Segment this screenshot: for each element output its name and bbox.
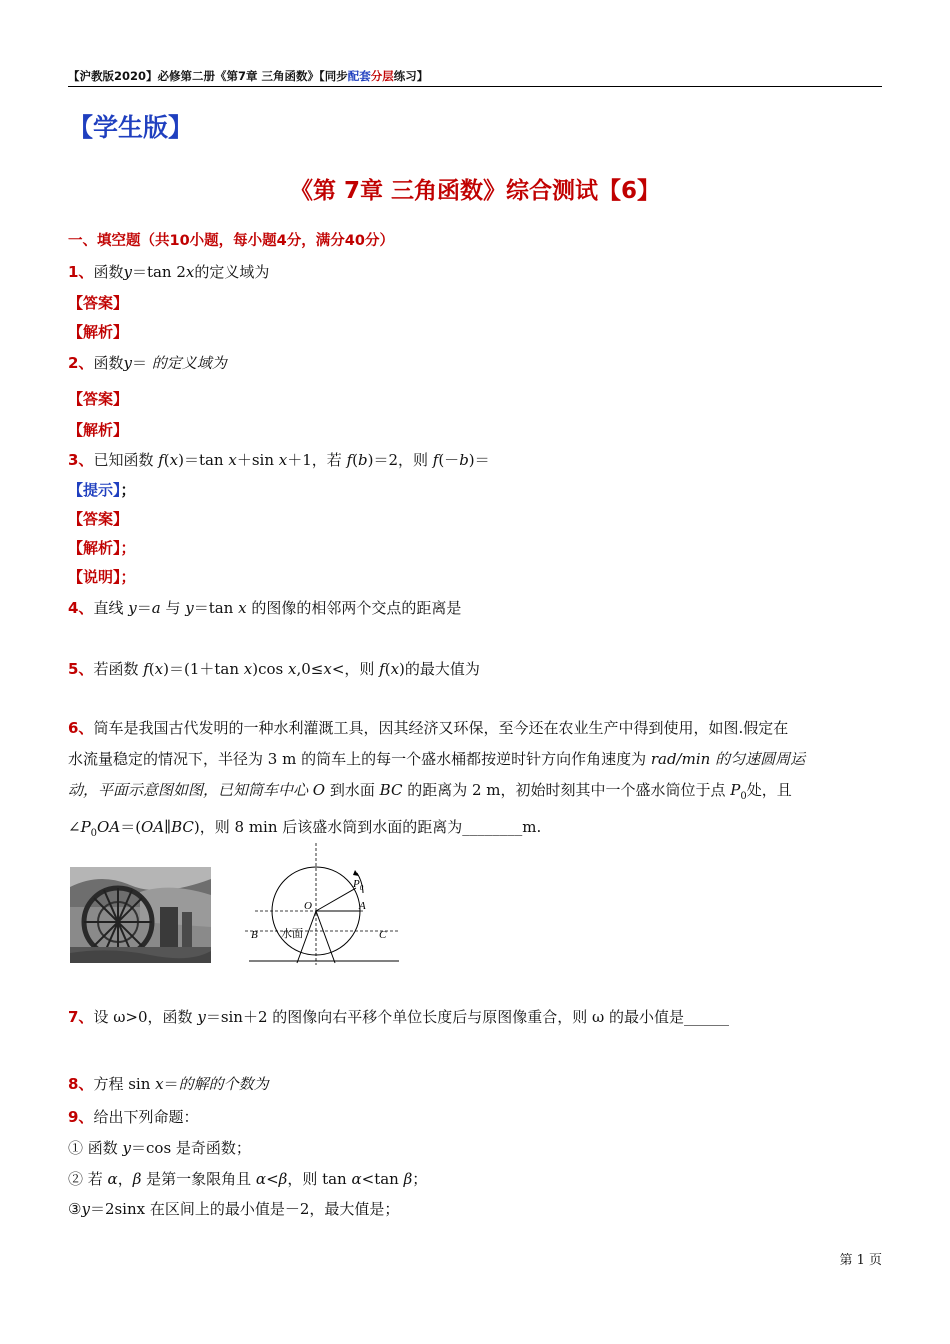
analysis-label: 【解析】；	[68, 539, 136, 557]
label-a: A	[359, 900, 366, 912]
question-6: 6、筒车是我国古代发明的一种水利灌溉工具，因其经济又环保，至今还在农业生产中得到使用，如图.假定在 水流量稳定的情况下，半径为 3 m 的筒车上的每一个盛水桶都按逆时针方向作角速度为 rad/min 的匀速圆周运 动，平面示意图如图，已知筒车中心 O 到水面 BC 的距离为 2 m，初始时刻其中一个盛水筒位于点 $P_0$处，且 $\angle P_0OA=(OA\parallel BC)$，则 8 min 后该盛水筒到水面的距离为________m.	[68, 719, 806, 839]
header-text: 【沪教版2020】必修第二册《第7章 三角函数》【同步	[68, 69, 348, 83]
question-1: 1、函数y＝tan 2x的定义域为	[68, 263, 270, 281]
section-heading: 一、填空题（共10小题，每小题4分，满分40分）	[68, 233, 394, 249]
label-b: B	[251, 929, 258, 941]
waterwheel-photo	[70, 867, 211, 963]
question-3: 3、已知函数 f(x)＝tan x＋sin x＋1，若 f(b)＝2，则 f(－b)＝	[68, 451, 490, 469]
answer-label: 【答案】	[68, 294, 129, 312]
label-c: C	[379, 929, 387, 941]
proposition-3: ③y＝2sinx 在区间上的最小值是－2，最大值是；	[68, 1200, 400, 1218]
page-title: 《第 7章 三角函数》综合测试【6】	[289, 178, 661, 204]
label-p0: $P_0$	[353, 878, 364, 892]
question-9: 9、给出下列命题：	[68, 1108, 199, 1126]
radius-op0	[316, 888, 356, 911]
question-4: 4、直线 y＝a 与 y＝tan x 的图像的相邻两个交点的距离是	[68, 599, 462, 617]
label-o: O	[304, 900, 312, 912]
label-water-surface: 水面	[281, 927, 303, 940]
proposition-1: ① 函数 y＝cos 是奇函数；	[68, 1139, 251, 1157]
question-8: 8、方程 sin x＝的解的个数为	[68, 1075, 269, 1093]
answer-label: 【答案】	[68, 510, 129, 528]
header-highlight-blue: 配套	[347, 69, 371, 83]
version-label: 【学生版】	[68, 113, 194, 142]
answer-label: 【答案】	[68, 390, 129, 408]
page-header	[68, 68, 882, 87]
proposition-2: ② 若 α，β 是第一象限角且 α<β，则 tan α<tan β；	[68, 1170, 428, 1188]
analysis-label: 【解析】	[68, 323, 129, 341]
header-highlight-red: 分层	[370, 69, 394, 83]
header-text-end: 练习】	[393, 69, 429, 83]
question-7: 7、设 ω>0，函数 y＝sin＋2 的图像向右平移个单位长度后与原图像重合，则 ω 的最小值是______	[68, 1008, 730, 1026]
rotation-arrow-head	[353, 870, 359, 876]
question-5: 5、若函数 f(x)＝(1＋tan x)cos x,0≤x<，则 f(x)的最大值为	[68, 660, 480, 678]
hint-label: 【提示】；	[68, 481, 136, 499]
explain-label: 【说明】；	[68, 568, 136, 586]
analysis-label: 【解析】	[68, 421, 129, 439]
question-2: 2、函数y＝ 的定义域为	[68, 354, 227, 372]
waterwheel-diagram	[245, 843, 400, 965]
page-number: 第 1 页	[839, 1253, 882, 1268]
